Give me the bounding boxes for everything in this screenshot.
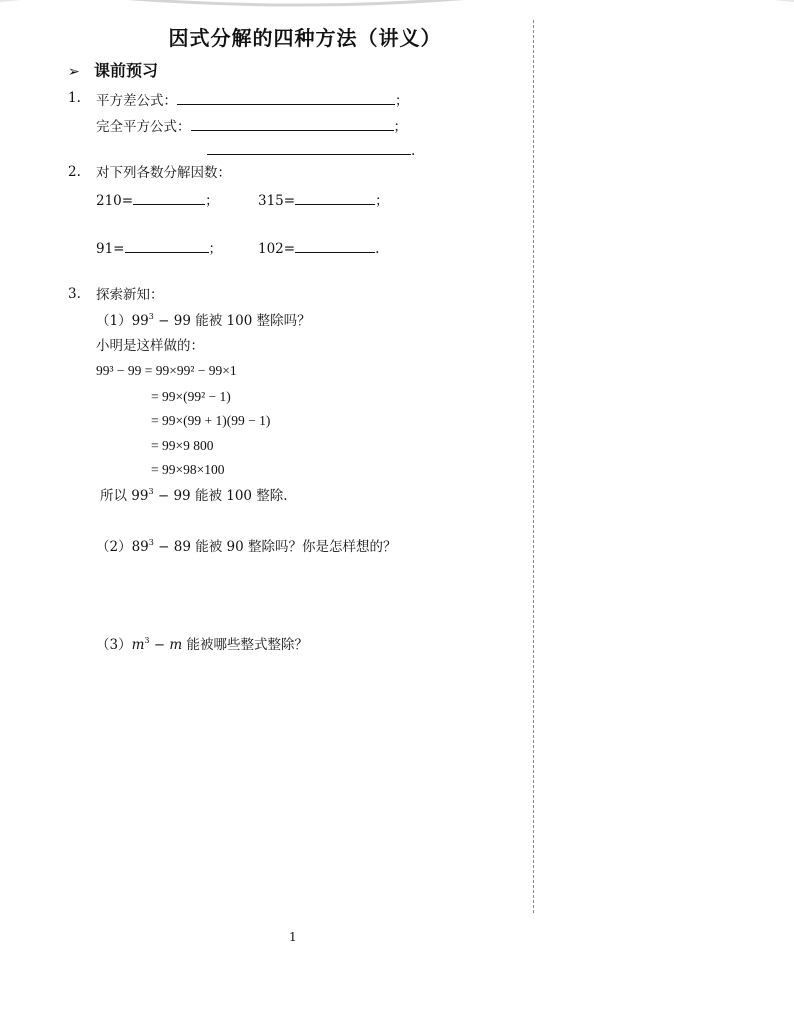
q1-answer-blank-2[interactable] <box>191 116 394 131</box>
q1-label-difference-of-squares: 平方差公式： <box>96 93 177 109</box>
equation-line-1: 99³ − 99 = 99×99² − 99×1 <box>96 363 237 378</box>
page-title: 因式分解的四种方法（讲义） <box>168 26 442 50</box>
q2-blank-315[interactable] <box>295 190 375 205</box>
q2-item-102: 102= . <box>258 238 379 258</box>
margin-dashed-divider <box>533 20 534 913</box>
q1-line-3 <box>207 140 415 160</box>
q3-conclusion: 所以 $99^3 - 99$ 能被 100 整除. <box>100 487 288 504</box>
arrow-bullet-icon: ➢ <box>68 64 80 80</box>
equation-line-2: = 99×(99² − 1) <box>151 389 231 404</box>
section-label: 课前预习 <box>94 61 159 80</box>
section-heading <box>68 58 158 81</box>
q2-blank-102[interactable] <box>295 238 375 253</box>
q2-item-315: 315= ； <box>258 190 389 210</box>
q3-xiaoming-intro: 小明是这样做的： <box>96 338 204 354</box>
q2-blank-210[interactable] <box>133 190 205 205</box>
equation-line-4: = 99×9 800 <box>151 438 214 453</box>
q2-item-91: 91= ； <box>96 238 222 258</box>
q1-line-1 <box>96 90 409 110</box>
q1-end-2: ； <box>393 119 407 135</box>
equation-line-3: = 99×(99 + 1)(99 − 1) <box>151 413 271 428</box>
question-1-number: 1. <box>68 90 81 106</box>
q3-part-2: $(2)89^3 - 89$ 能被 90 整除吗？你是怎样想的？ <box>96 538 397 555</box>
question-3-number: 3. <box>68 286 81 302</box>
q1-end-3: . <box>411 143 416 159</box>
q3-part-1: $(1)99^3 - 99$ 能被 100 整除吗？ <box>96 312 311 329</box>
q2-prompt: 对下列各数分解因数： <box>96 165 231 181</box>
q1-label-perfect-square: 完全平方公式： <box>96 119 191 135</box>
q1-answer-blank-1[interactable] <box>177 90 395 105</box>
q1-answer-blank-3[interactable] <box>207 140 411 155</box>
page-number: 1 <box>289 930 297 944</box>
q2-item-210: 210= ； <box>96 190 219 210</box>
question-2-number: 2. <box>68 164 81 180</box>
q3-part-3: $(3)m^3 - m$ 能被哪些整式整除？ <box>96 636 309 653</box>
q2-blank-91[interactable] <box>125 238 209 253</box>
header-decoration <box>0 0 794 20</box>
q1-end-1: ； <box>395 93 409 109</box>
q1-line-2 <box>96 116 407 136</box>
equation-line-5: = 99×98×100 <box>151 462 225 477</box>
q3-prompt: 探索新知： <box>96 287 164 303</box>
